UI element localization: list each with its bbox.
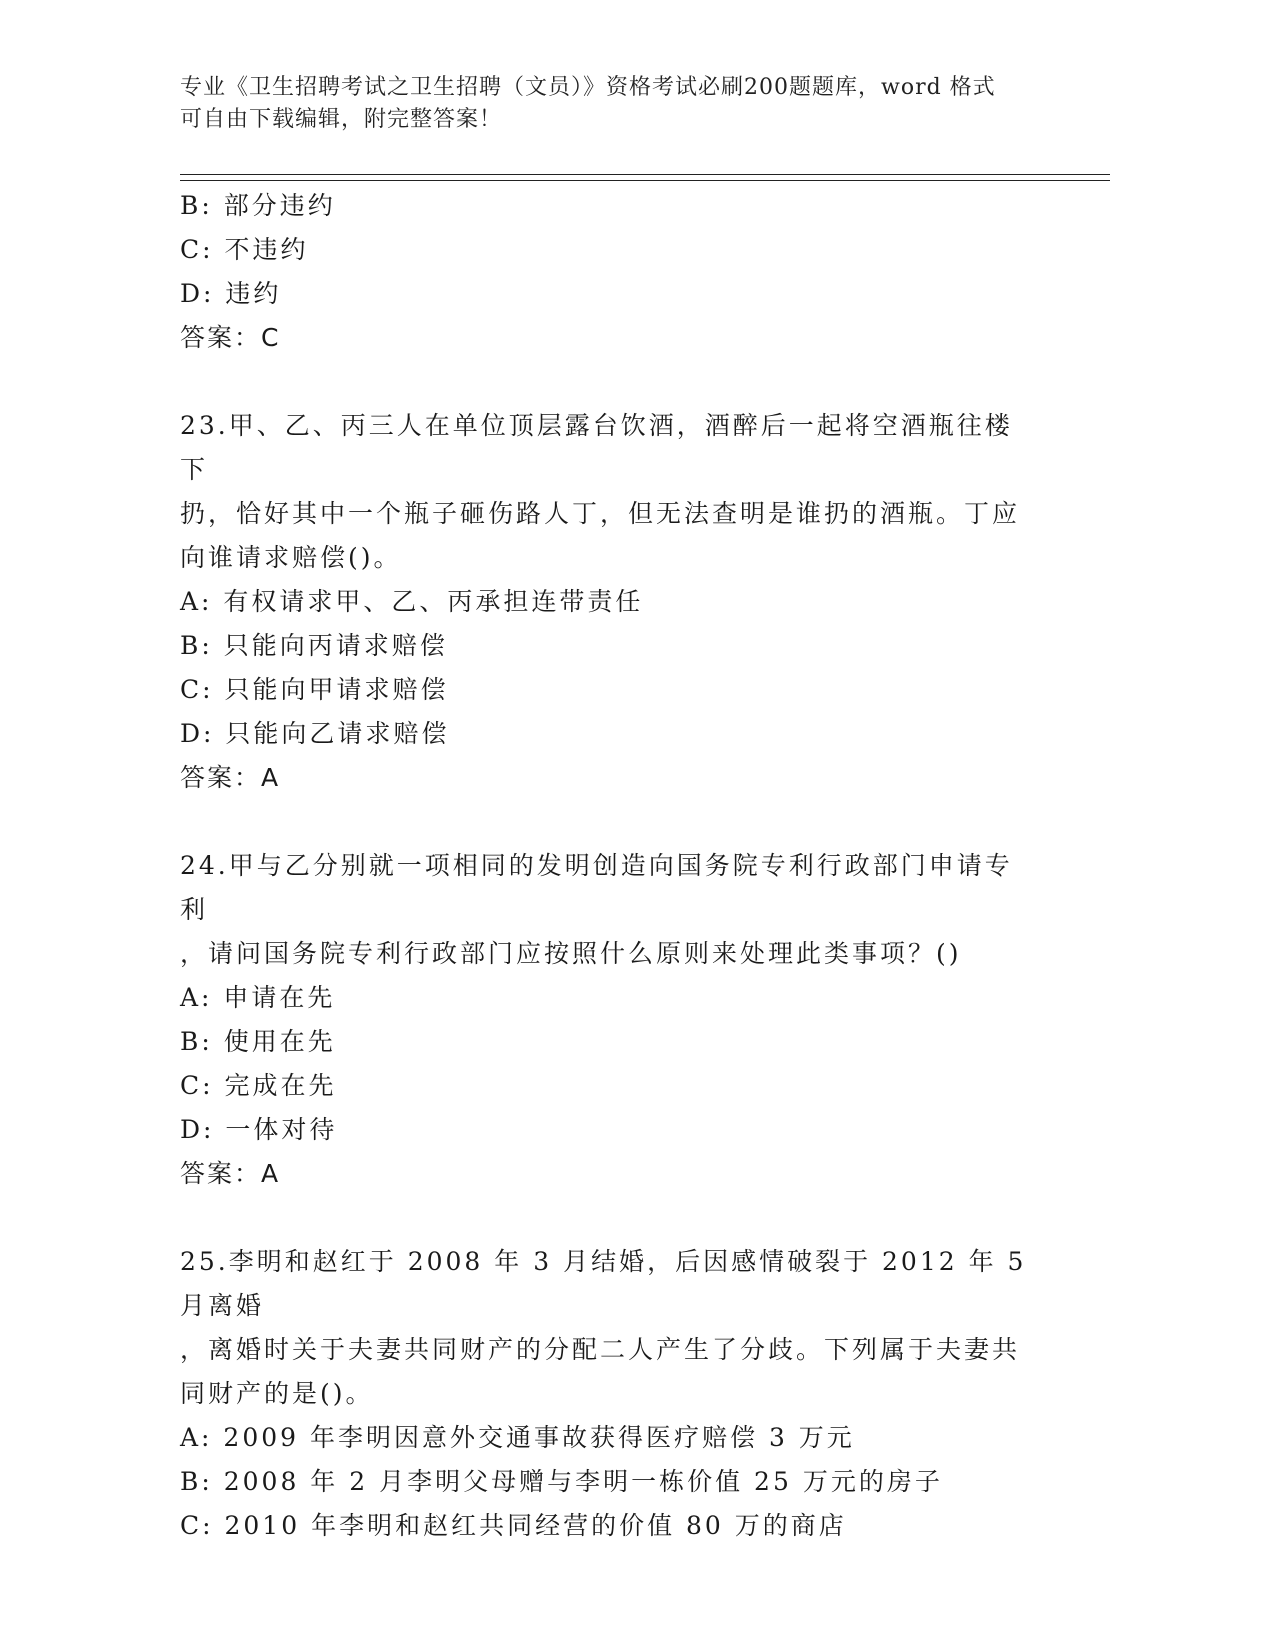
question-text-line: ，离婚时关于夫妻共同财产的分配二人产生了分歧。下列属于夫妻共	[180, 1335, 1021, 1364]
question-content	[180, 184, 1040, 1548]
header-line-2: 可自由下载编辑，附完整答案！	[180, 107, 503, 132]
option-d: D: 只能向乙请求赔偿	[180, 719, 450, 748]
option-b: B: 只能向丙请求赔偿	[180, 631, 448, 660]
spacer	[180, 1196, 1040, 1240]
option-c: C: 不违约	[180, 235, 309, 264]
question-text-line: 扔，恰好其中一个瓶子砸伤路人丁，但无法查明是谁扔的酒瓶。丁应	[180, 499, 1021, 528]
header-divider	[180, 174, 1110, 181]
question-text-line: 24.甲与乙分别就一项相同的发明创造向国务院专利行政部门申请专利	[180, 851, 1013, 924]
option-a: A: 申请在先	[180, 983, 336, 1012]
question-text-line: 25.李明和赵红于 2008 年 3 月结婚，后因感情破裂于 2012 年 5 月离婚	[180, 1247, 1027, 1320]
answer: 答案：C	[180, 323, 281, 352]
option-c: C: 只能向甲请求赔偿	[180, 675, 449, 704]
option-a: A: 有权请求甲、乙、丙承担连带责任	[180, 587, 644, 616]
question-24	[180, 844, 1040, 1196]
question-text-line: 同财产的是()。	[180, 1379, 374, 1408]
option-b: B: 部分违约	[180, 191, 336, 220]
question-text-line: 23.甲、乙、丙三人在单位顶层露台饮酒，酒醉后一起将空酒瓶往楼下	[180, 411, 1013, 484]
option-a: A: 2009 年李明因意外交通事故获得医疗赔偿 3 万元	[180, 1423, 855, 1452]
header-line-1: 专业《卫生招聘考试之卫生招聘（文员）》资格考试必刷200题题库，word 格式	[180, 75, 996, 100]
spacer	[180, 360, 1040, 404]
option-d: D: 一体对待	[180, 1115, 338, 1144]
question-text-line: 向谁请求赔偿()。	[180, 543, 402, 572]
option-b: B: 2008 年 2 月李明父母赠与李明一栋价值 25 万元的房子	[180, 1467, 943, 1496]
option-c: C: 2010 年李明和赵红共同经营的价值 80 万的商店	[180, 1511, 847, 1540]
question-23	[180, 404, 1040, 800]
answer: 答案：A	[180, 1159, 281, 1188]
spacer	[180, 800, 1040, 844]
question-22-tail	[180, 184, 1040, 360]
question-text-line: ，请问国务院专利行政部门应按照什么原则来处理此类事项？()	[180, 939, 962, 968]
answer: 答案：A	[180, 763, 281, 792]
option-b: B: 使用在先	[180, 1027, 336, 1056]
question-25	[180, 1240, 1040, 1548]
option-d: D: 违约	[180, 279, 282, 308]
option-c: C: 完成在先	[180, 1071, 337, 1100]
page-header	[180, 72, 1040, 136]
